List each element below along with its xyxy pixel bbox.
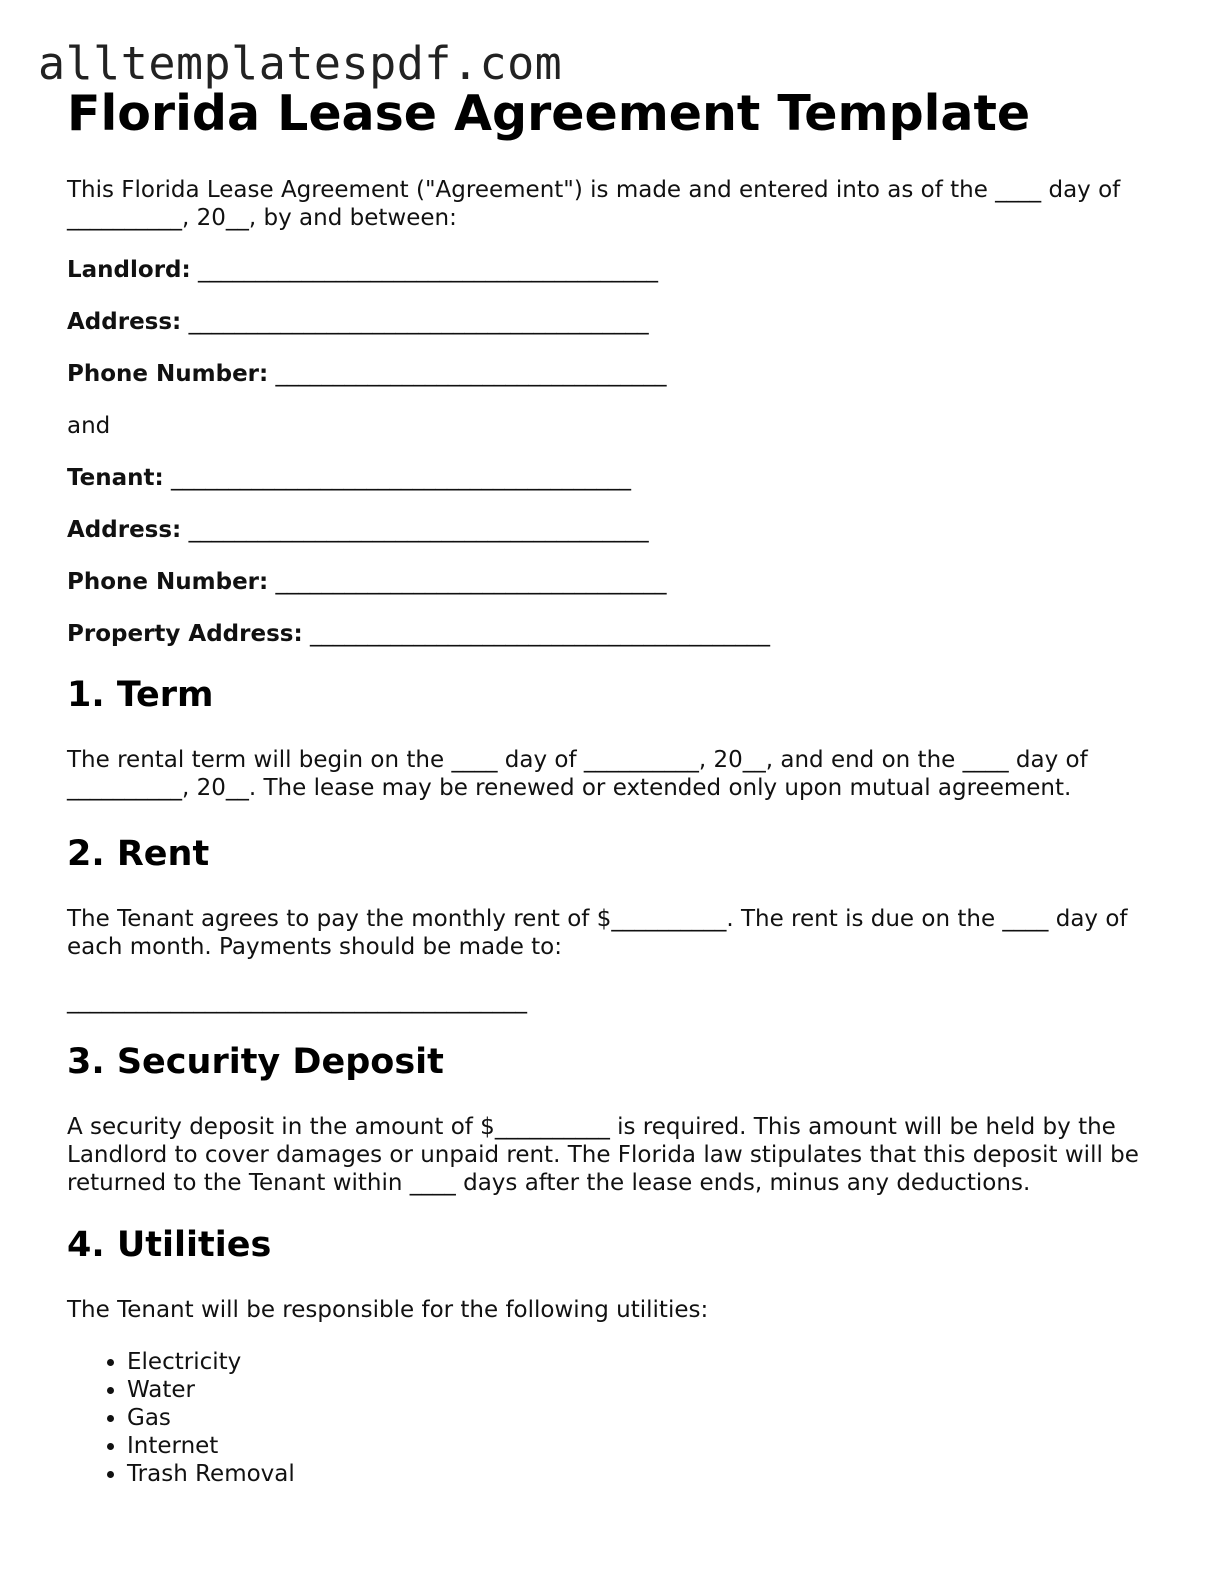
landlord-address-field xyxy=(67,308,1157,336)
property-address-blank: ________________________________________ xyxy=(309,621,770,647)
page-title: Florida Lease Agreement Template xyxy=(67,85,1031,142)
section-rent-heading: 2. Rent xyxy=(67,834,210,874)
tenant-name-field xyxy=(67,464,1157,492)
landlord-phone-label: Phone Number: xyxy=(67,361,269,387)
section-term-text: The rental term will begin on the ____ day of __________, 20__, and end on the ____ day of __________, 20__. The lease may be renewed or extended only upon mutual agreement. xyxy=(67,747,1088,801)
tenant-address-field xyxy=(67,516,1157,544)
document-page xyxy=(67,86,1157,1488)
landlord-name-blank: ________________________________________ xyxy=(198,257,659,283)
tenant-name-blank: ________________________________________ xyxy=(171,465,632,491)
and-text: and xyxy=(67,413,111,439)
tenant-address-label: Address: xyxy=(67,517,182,543)
property-address-field xyxy=(67,620,1157,648)
property-address-label: Property Address: xyxy=(67,621,303,647)
tenant-phone-blank: __________________________________ xyxy=(275,569,667,595)
tenant-phone-label: Phone Number: xyxy=(67,569,269,595)
list-item: • Trash Removal xyxy=(127,1460,1157,1488)
section-term-heading: 1. Term xyxy=(67,675,214,715)
list-item: • Internet xyxy=(127,1432,1157,1460)
landlord-address-label: Address: xyxy=(67,309,182,335)
tenant-phone-field xyxy=(67,568,1157,596)
section-deposit-heading: 3. Security Deposit xyxy=(67,1042,444,1082)
landlord-name-field xyxy=(67,256,1157,284)
section-utilities-heading: 4. Utilities xyxy=(67,1225,272,1265)
section-utilities-text: The Tenant will be responsible for the following utilities: xyxy=(67,1297,709,1323)
list-item: • Electricity xyxy=(127,1348,1157,1376)
tenant-name-label: Tenant: xyxy=(67,465,164,491)
utilities-list xyxy=(67,1348,1157,1488)
list-item: • Gas xyxy=(127,1404,1157,1432)
section-deposit-text: A security deposit in the amount of $__________ is required. This amount will be held by the Landlord to cover damages or unpaid rent. The Florida law stipulates that this deposit will be returned to the Tenant within ____ days after the lease ends, minus any deductions. xyxy=(67,1114,1139,1196)
landlord-name-label: Landlord: xyxy=(67,257,191,283)
payee-blank: ________________________________________ xyxy=(67,988,527,1014)
watermark: alltemplatespdf.com xyxy=(38,37,563,90)
landlord-address-blank: ________________________________________ xyxy=(188,309,649,335)
list-item: • Water xyxy=(127,1376,1157,1404)
landlord-phone-field xyxy=(67,360,1157,388)
tenant-address-blank: ________________________________________ xyxy=(188,517,649,543)
section-rent-text: The Tenant agrees to pay the monthly rent of $__________. The rent is due on the ____ day of each month. Payments should be made to: xyxy=(67,906,1128,960)
landlord-phone-blank: __________________________________ xyxy=(275,361,667,387)
intro-paragraph: This Florida Lease Agreement ("Agreement") is made and entered into as of the ____ day of __________, 20__, by and between: xyxy=(67,177,1121,231)
